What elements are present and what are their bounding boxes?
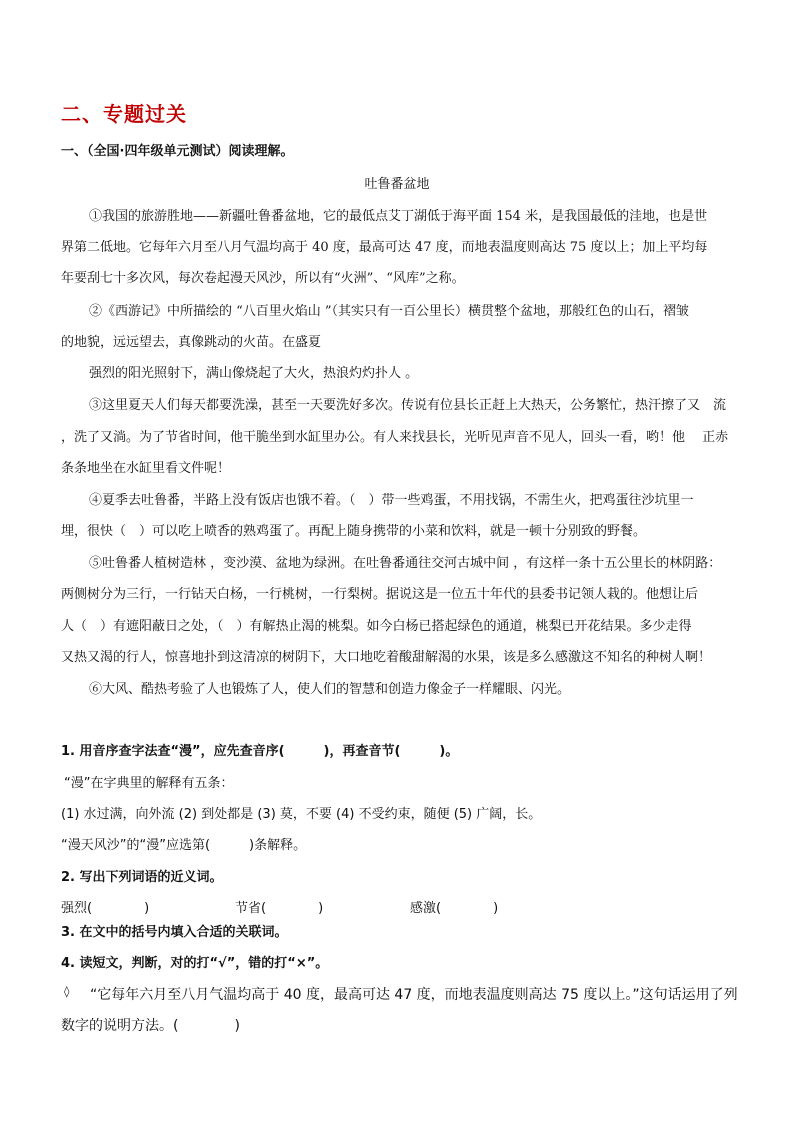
question-3: 3. 在文中的括号内填入合适的关联词。: [61, 925, 288, 940]
passage-line: 强烈的阳光照射下，满山像烧起了大火，热浪灼灼扑人 。: [89, 366, 419, 381]
question-1-text: “漫”在字典里的解释有五条：: [64, 776, 234, 791]
passage-line: ④夏季去吐鲁番，半路上没有饭店也饿不着。（ ）带一些鸡蛋，不用找锅，不需生火，把鸡蛋往沙坑里一: [89, 493, 694, 508]
question-1: 1. 用音序查字法查“漫”，应先查音序( )，再查音节( )。: [61, 744, 459, 759]
passage-line: ⑤吐鲁番人植树造林 ，变沙漠、盆地为绿洲。在吐鲁番通往交河古城中间 ，有这样一条十五公里长的林阴路：: [89, 556, 722, 571]
passage-line: 条条地坐在水缸里看文件呢！: [61, 461, 231, 476]
passage-line: 又热又渴的行人，惊喜地扑到这清凉的树阴下，大口地吃着酸甜解渴的水果，该是多么感激这不知名的种树人啊！: [61, 650, 712, 665]
question-4-item-cont: 数字的说明方法。( ): [61, 1018, 240, 1034]
question-4-item: “它每年六月至八月气温均高于 40 度，最高可达 47 度，而地表温度则高达 75 度以上。”这句话运用了列: [90, 987, 738, 1003]
question-heading: 一、（全国·四年级单元测试）阅读理解。: [61, 144, 294, 159]
question-4: 4. 读短文，判断，对的打“√”，错的打“×”。: [61, 956, 329, 971]
question-1-definitions: (1) 水过满，向外流 (2) 到处都是 (3) 莫，不要 (4) 不受约束，随便 (5) 广阔，长。: [61, 807, 542, 822]
passage-line: 两侧树分为三行，一行钻天白杨，一行桃树，一行梨树。据说这是一位五十年代的县委书记领人栽的。他想让后: [61, 587, 699, 602]
bullet-icon: ◊: [64, 985, 70, 998]
question-2-item-b: 节省( ): [235, 901, 324, 916]
passage-line: ⑥大风、酷热考验了人也锻炼了人，使人们的智慧和创造力像金子一样耀眼、闪光。: [89, 682, 571, 697]
passage-line: ①我国的旅游胜地——新疆吐鲁番盆地，它的最低点艾丁湖低于海平面 154 米，是我国最低的洼地，也是世: [89, 209, 708, 224]
passage-line: 埋，很快（ ）可以吃上喷香的熟鸡蛋了。再配上随身携带的小菜和饮料，就是一顿十分别致的野餐。: [61, 524, 647, 539]
question-2-item-a: 强烈( ): [61, 901, 150, 916]
question-1-prompt: “漫天风沙”的“漫”应选第( )条解释。: [61, 838, 307, 853]
question-2: 2. 写出下列词语的近义词。: [61, 870, 223, 885]
question-2-item-c: 感激( ): [410, 901, 499, 916]
section-title: 二、专题过关: [61, 102, 187, 126]
passage-line: ③这里夏天人们每天都要洗澡，甚至一天要洗好多次。传说有位县长正赶上大热天，公务繁忙，热汗擦了又 流: [89, 398, 727, 413]
passage-line: ，洗了又淌。为了节省时间，他干脆坐到水缸里办公。有人来找县长，光听见声音不见人，回头一看，哟！他 正赤: [61, 430, 729, 445]
passage-line: ②《西游记》中所描绘的 “八百里火焰山 ”（其实只有一百公里长）横贯整个盆地，那般红色的山石，褶皱: [89, 304, 690, 319]
passage-line: 人（ ）有遮阳蔽日之处，（ ）有解热止渴的桃梨。如今白杨已搭起绿色的通道，桃梨已开花结果。多少走得: [61, 619, 692, 634]
passage-title: 吐鲁番盆地: [364, 177, 430, 192]
passage-line: 的地貌，远远望去，真像跳动的火苗。在盛夏: [61, 335, 322, 350]
passage-line: 年要刮七十多次风，每次卷起漫天风沙，所以有“火洲”、“风库”之称。: [61, 271, 465, 286]
passage-line: 界第二低地。它每年六月至八月气温均高于 40 度，最高可达 47 度，而地表温度则高达 75 度以上；加上平均每: [61, 240, 708, 255]
